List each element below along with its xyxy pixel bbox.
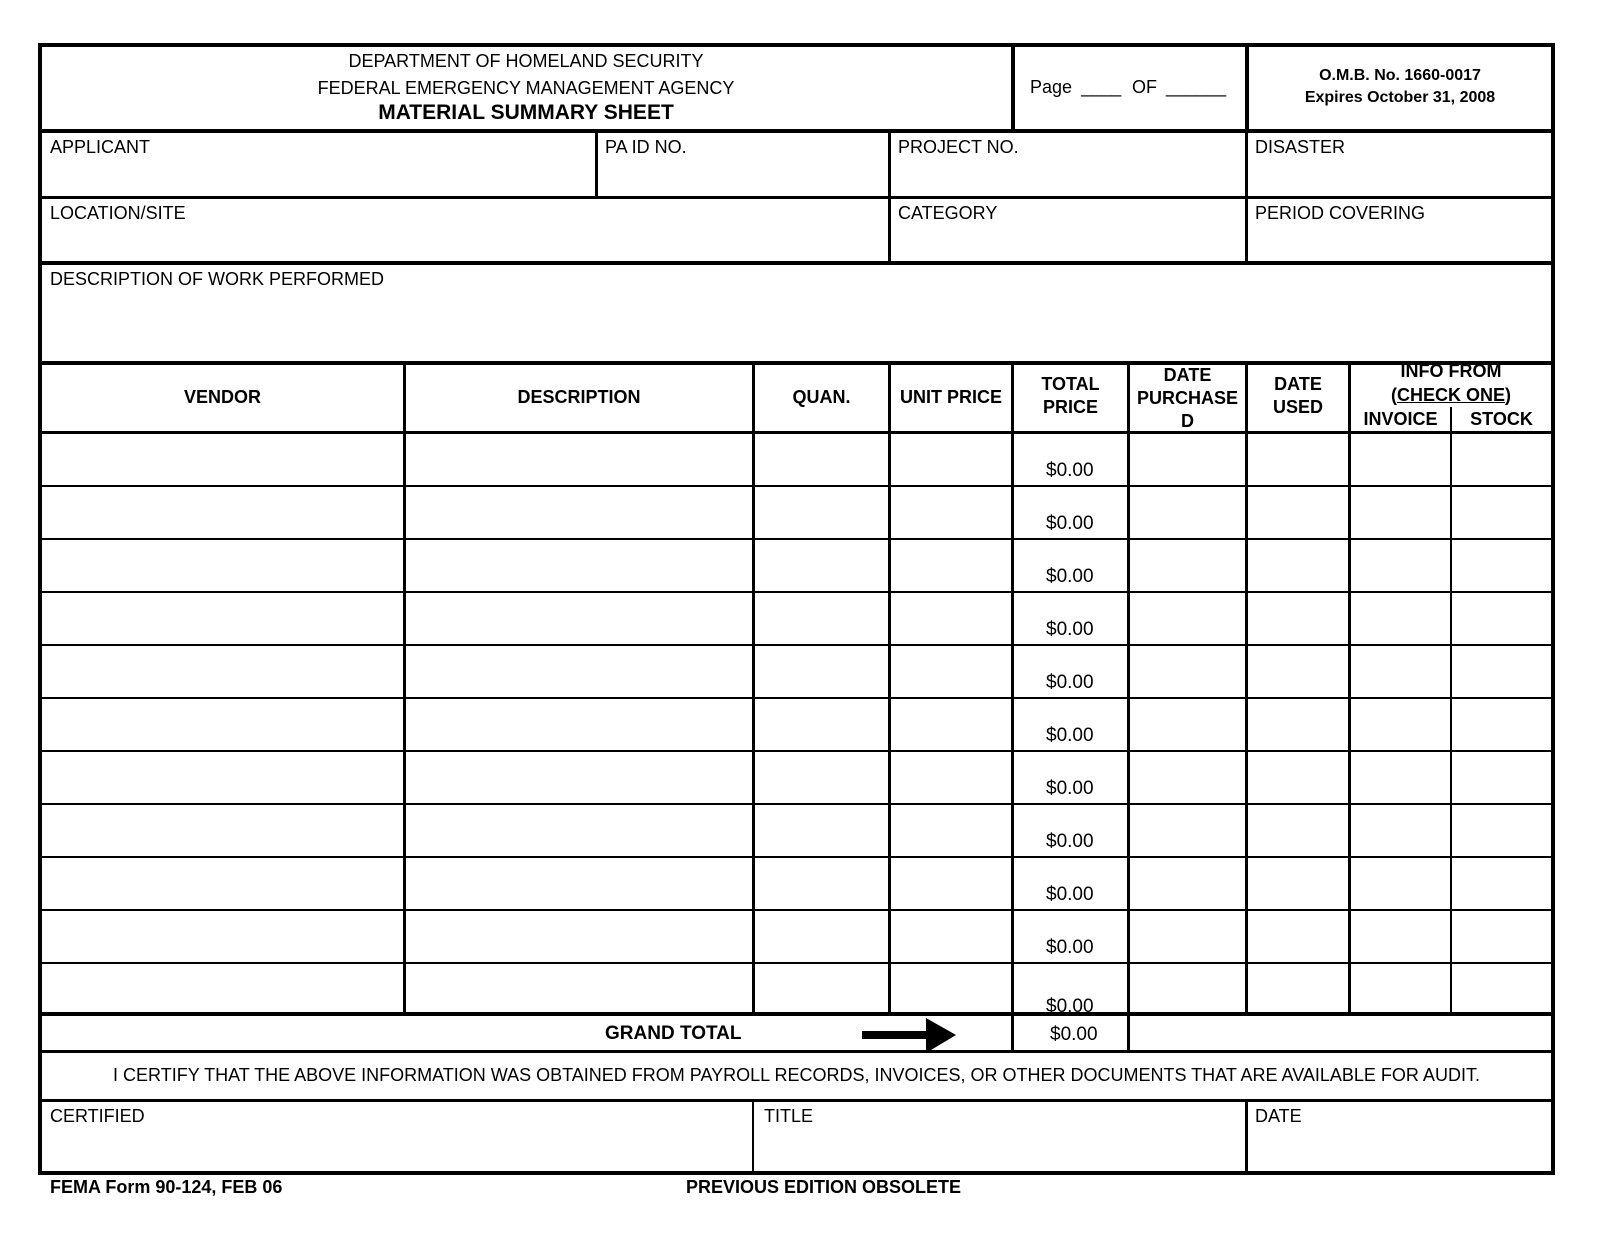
cell-invoice[interactable] (1351, 645, 1450, 695)
column-header-date-used (1248, 373, 1348, 419)
period-covering-label: PERIOD COVERING (1255, 203, 1426, 223)
cell-quan[interactable] (755, 539, 888, 589)
cell-stock[interactable] (1452, 963, 1551, 1013)
total-price-value: $0.00 (1046, 778, 1094, 799)
cell-description[interactable] (406, 486, 752, 536)
cell-invoice[interactable] (1351, 433, 1450, 483)
cell-unit-price[interactable] (891, 751, 1011, 801)
applicant-field[interactable] (42, 133, 595, 196)
certified-field[interactable] (42, 1102, 752, 1171)
cell-date-used[interactable] (1248, 433, 1348, 483)
cell-description[interactable] (406, 857, 752, 907)
cell-date-used[interactable] (1248, 698, 1348, 748)
date-used-line1: DATE (1274, 374, 1322, 394)
cell-date-purchased[interactable] (1130, 698, 1245, 748)
grand-total-label: GRAND TOTAL (605, 1023, 742, 1044)
disaster-field[interactable] (1248, 133, 1551, 196)
cell-quan[interactable] (755, 751, 888, 801)
omb-expires: Expires October 31, 2008 (1304, 89, 1496, 106)
table-row (0, 963, 1600, 1017)
cell-total-price[interactable] (1014, 486, 1127, 536)
cell-vendor[interactable] (42, 910, 403, 960)
cell-description[interactable] (406, 963, 752, 1013)
cell-unit-price[interactable] (891, 486, 1011, 536)
cell-quan[interactable] (755, 645, 888, 695)
cell-description[interactable] (406, 751, 752, 801)
cell-vendor[interactable] (42, 645, 403, 695)
table-row (0, 486, 1600, 537)
cell-invoice[interactable] (1351, 857, 1450, 907)
cell-date-used[interactable] (1248, 857, 1348, 907)
cell-date-used[interactable] (1248, 804, 1348, 854)
table-row (0, 645, 1600, 696)
cell-description[interactable] (406, 592, 752, 642)
cell-quan[interactable] (755, 857, 888, 907)
column-header-vendor: VENDOR (183, 387, 261, 407)
disaster-label: DISASTER (1255, 137, 1346, 157)
department-name: DEPARTMENT OF HOMELAND SECURITY (348, 51, 704, 71)
cell-date-purchased[interactable] (1130, 751, 1245, 801)
cell-total-price[interactable] (1014, 857, 1127, 907)
cell-total-price[interactable] (1014, 698, 1127, 748)
total-price-value: $0.00 (1046, 937, 1094, 958)
total-price-value: $0.00 (1046, 619, 1094, 640)
cell-vendor[interactable] (42, 433, 403, 483)
cell-stock[interactable] (1452, 698, 1551, 748)
cell-description[interactable] (406, 698, 752, 748)
cell-unit-price[interactable] (891, 698, 1011, 748)
cell-date-purchased[interactable] (1130, 910, 1245, 960)
cell-invoice[interactable] (1351, 486, 1450, 536)
description-of-work-field[interactable] (42, 265, 1551, 361)
cell-total-price[interactable] (1014, 751, 1127, 801)
project-number-field[interactable] (891, 133, 1245, 196)
cell-quan[interactable] (755, 486, 888, 536)
column-header-description: DESCRIPTION (517, 387, 641, 407)
page-blank: ____ (1081, 77, 1122, 97)
total-price-line1: TOTAL (1041, 374, 1100, 394)
total-price-value: $0.00 (1046, 460, 1094, 481)
total-price-value: $0.00 (1046, 566, 1094, 587)
divider-description (38, 361, 1555, 365)
cell-date-used[interactable] (1248, 486, 1348, 536)
table-row (0, 804, 1600, 855)
form-border-top (38, 43, 1555, 47)
cell-unit-price[interactable] (891, 857, 1011, 907)
date-used-line2: USED (1272, 397, 1323, 417)
cell-vendor[interactable] (42, 592, 403, 642)
table-row (0, 433, 1600, 484)
check-one-open: ( (1390, 385, 1397, 405)
cell-date-purchased[interactable] (1130, 539, 1245, 589)
cell-total-price[interactable] (1014, 539, 1127, 589)
cell-description[interactable] (406, 910, 752, 960)
column-header-quan: QUAN. (792, 387, 851, 407)
cell-date-purchased[interactable] (1130, 804, 1245, 854)
cell-unit-price[interactable] (891, 645, 1011, 695)
cell-date-used[interactable] (1248, 645, 1348, 695)
cell-date-used[interactable] (1248, 592, 1348, 642)
column-header-info-from: INFO FROM (1400, 361, 1502, 381)
cell-unit-price[interactable] (891, 804, 1011, 854)
of-blank: ______ (1166, 77, 1227, 97)
cell-date-used[interactable] (1248, 751, 1348, 801)
cell-vendor[interactable] (42, 804, 403, 854)
grand-total-value: $0.00 (1050, 1024, 1098, 1045)
title-field[interactable] (754, 1102, 1245, 1171)
certified-label: CERTIFIED (50, 1106, 145, 1126)
cell-vendor[interactable] (42, 698, 403, 748)
cell-quan[interactable] (755, 433, 888, 483)
total-price-value: $0.00 (1046, 996, 1094, 1017)
divider-v-header2 (1245, 43, 1249, 131)
cell-stock[interactable] (1452, 539, 1551, 589)
cell-invoice[interactable] (1351, 698, 1450, 748)
cell-vendor[interactable] (42, 751, 403, 801)
date-field[interactable] (1248, 1102, 1551, 1171)
page-title: MATERIAL SUMMARY SHEET (378, 101, 674, 124)
cell-vendor[interactable] (42, 486, 403, 536)
arrow-right-icon (862, 1016, 956, 1056)
cell-description[interactable] (406, 539, 752, 589)
cell-stock[interactable] (1452, 592, 1551, 642)
previous-edition-notice: PREVIOUS EDITION OBSOLETE (686, 1177, 962, 1197)
total-price-value: $0.00 (1046, 725, 1094, 746)
cell-quan[interactable] (755, 698, 888, 748)
column-header-total-price (1014, 373, 1127, 419)
table-row (0, 539, 1600, 590)
cell-description[interactable] (406, 433, 752, 483)
cell-vendor[interactable] (42, 857, 403, 907)
cell-total-price[interactable] (1014, 645, 1127, 695)
cell-total-price[interactable] (1014, 910, 1127, 960)
cell-date-purchased[interactable] (1130, 433, 1245, 483)
cell-invoice[interactable] (1351, 592, 1450, 642)
form-identifier: FEMA Form 90-124, FEB 06 (50, 1177, 283, 1197)
date-label: DATE (1255, 1106, 1302, 1126)
table-row (0, 857, 1600, 908)
total-price-value: $0.00 (1046, 831, 1094, 852)
date-purchased-line2: PURCHASE (1136, 388, 1238, 408)
cell-total-price[interactable] (1014, 433, 1127, 483)
cell-date-used[interactable] (1248, 910, 1348, 960)
cell-date-purchased[interactable] (1130, 857, 1245, 907)
divider-grand-total-bottom (38, 1050, 1555, 1053)
cell-stock[interactable] (1452, 433, 1551, 483)
cell-unit-price[interactable] (891, 539, 1011, 589)
location-site-label: LOCATION/SITE (50, 203, 186, 223)
agency-name: FEDERAL EMERGENCY MANAGEMENT AGENCY (317, 78, 735, 98)
total-price-value: $0.00 (1046, 672, 1094, 693)
cell-stock[interactable] (1452, 804, 1551, 854)
pa-id-label: PA ID NO. (605, 137, 687, 157)
cell-stock[interactable] (1452, 645, 1551, 695)
cell-date-purchased[interactable] (1130, 963, 1245, 1013)
table-row (0, 698, 1600, 749)
cell-total-price[interactable] (1014, 963, 1127, 1017)
cell-date-purchased[interactable] (1130, 592, 1245, 642)
cell-quan[interactable] (755, 910, 888, 960)
check-one-close: ) (1505, 385, 1511, 405)
cell-invoice[interactable] (1351, 910, 1450, 960)
total-price-line2: PRICE (1042, 397, 1098, 417)
cell-unit-price[interactable] (891, 433, 1011, 483)
page-label: Page (1030, 77, 1073, 97)
column-header-stock: STOCK (1470, 409, 1533, 429)
total-price-value: $0.00 (1046, 513, 1094, 534)
cell-date-used[interactable] (1248, 963, 1348, 1013)
cell-stock[interactable] (1452, 910, 1551, 960)
category-label: CATEGORY (898, 203, 998, 223)
project-number-label: PROJECT NO. (898, 137, 1019, 157)
title-label: TITLE (764, 1106, 814, 1126)
cell-description[interactable] (406, 645, 752, 695)
cell-description[interactable] (406, 804, 752, 854)
cell-stock[interactable] (1452, 751, 1551, 801)
date-purchased-line3: D (1181, 411, 1194, 431)
cell-quan[interactable] (755, 592, 888, 642)
of-label: OF (1132, 77, 1157, 97)
column-header-unit-price: UNIT PRICE (899, 387, 1002, 407)
cell-vendor[interactable] (42, 539, 403, 589)
cell-stock[interactable] (1452, 486, 1551, 536)
cell-invoice[interactable] (1351, 539, 1450, 589)
cell-date-purchased[interactable] (1130, 486, 1245, 536)
cell-date-used[interactable] (1248, 539, 1348, 589)
page-of-field[interactable] (1132, 77, 1226, 98)
cell-total-price[interactable] (1014, 804, 1127, 854)
cell-quan[interactable] (755, 963, 888, 1013)
cell-invoice[interactable] (1351, 751, 1450, 801)
description-of-work-label: DESCRIPTION OF WORK PERFORMED (50, 269, 385, 289)
cell-unit-price[interactable] (891, 910, 1011, 960)
check-one-text: CHECK ONE (1396, 385, 1505, 405)
page-number-field[interactable] (1030, 77, 1121, 98)
cell-date-purchased[interactable] (1130, 645, 1245, 695)
applicant-label: APPLICANT (50, 137, 151, 157)
cell-unit-price[interactable] (891, 963, 1011, 1013)
table-row (0, 751, 1600, 802)
table-row (0, 592, 1600, 643)
table-row (0, 910, 1600, 961)
form-border-bottom (38, 1171, 1555, 1175)
cell-invoice[interactable] (1351, 963, 1450, 1013)
period-covering-field[interactable] (1248, 199, 1551, 261)
cell-quan[interactable] (755, 804, 888, 854)
column-header-date-purchased (1130, 364, 1245, 433)
cell-stock[interactable] (1452, 857, 1551, 907)
cell-vendor[interactable] (42, 963, 403, 1013)
omb-number: O.M.B. No. 1660-0017 (1319, 67, 1481, 84)
pa-id-field[interactable] (598, 133, 888, 196)
location-site-field[interactable] (42, 199, 888, 261)
cell-unit-price[interactable] (891, 592, 1011, 642)
cell-invoice[interactable] (1351, 804, 1450, 854)
total-price-value: $0.00 (1046, 884, 1094, 905)
date-purchased-line1: DATE (1163, 365, 1212, 385)
column-header-invoice: INVOICE (1363, 409, 1438, 429)
column-header-check-one (1351, 384, 1551, 407)
cell-total-price[interactable] (1014, 592, 1127, 642)
certification-statement: I CERTIFY THAT THE ABOVE INFORMATION WAS OBTAINED FROM PAYROLL RECORDS, INVOICES, OR OTHER DOCUMENTS THAT ARE AVAILABLE FOR AUDIT. (113, 1065, 1480, 1085)
category-field[interactable] (891, 199, 1245, 261)
